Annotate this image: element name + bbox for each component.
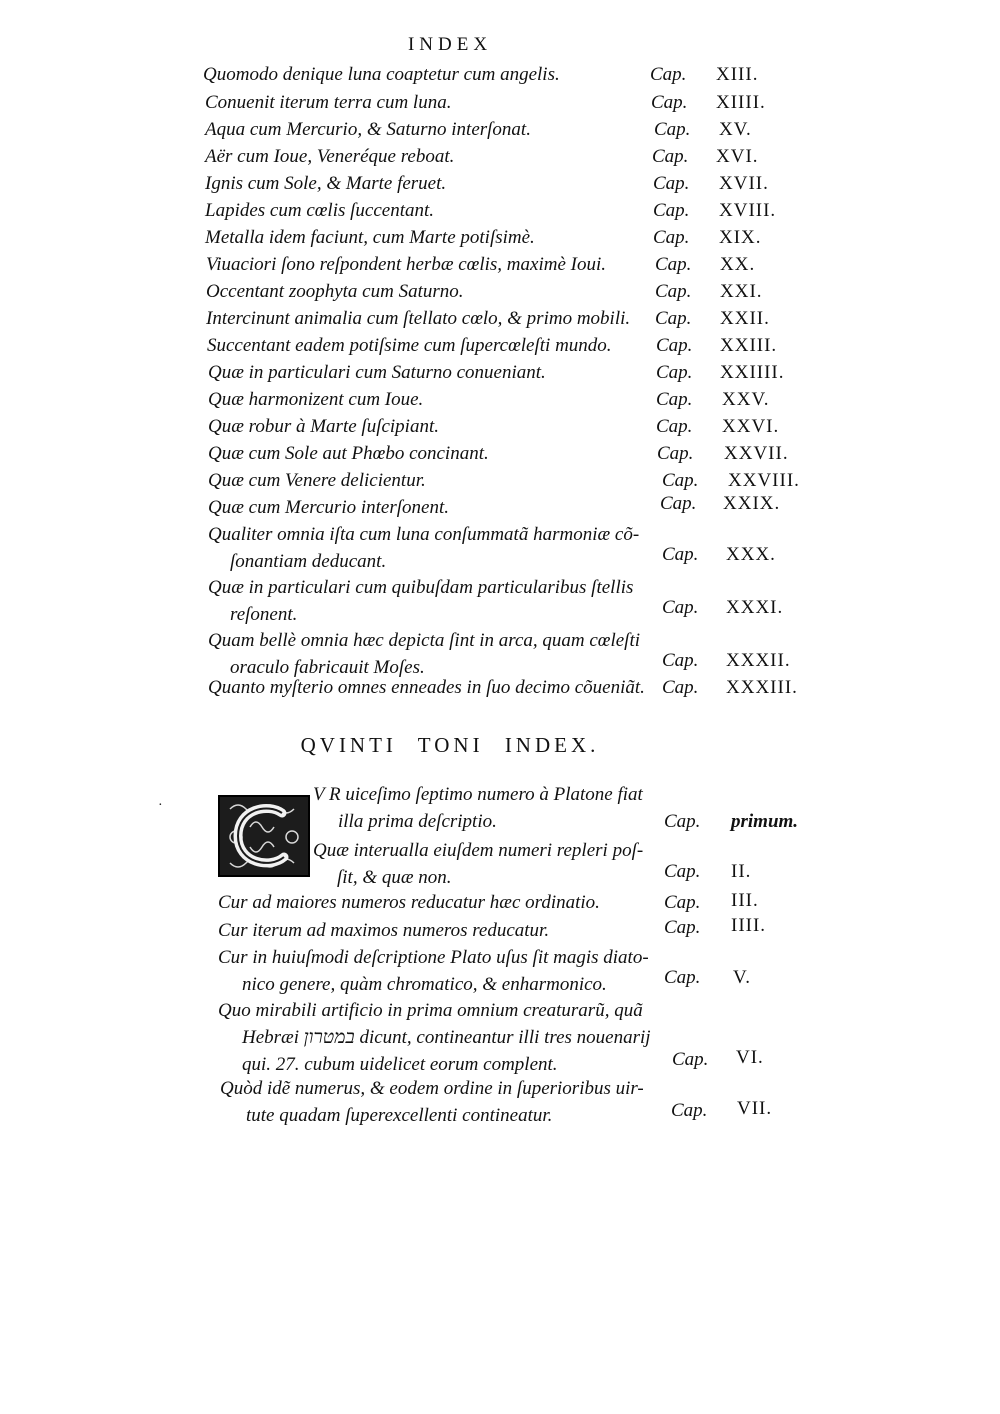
entry-text: Quòd idẽ numerus, & eodem ordine in ſuperioribus uir-	[220, 1078, 644, 1099]
entry-text-continued: reſonent.	[230, 604, 298, 625]
entry-cap: Cap.	[664, 967, 701, 988]
entry-chapter-number: XX.	[720, 254, 756, 275]
entry-text: Quæ robur à Marte ſuſcipiant.	[208, 416, 439, 437]
entry-text: Quæ harmonizent cum Ioue.	[208, 389, 424, 410]
entry-cap: Cap.	[664, 892, 701, 913]
entry-chapter-number: XVI.	[716, 146, 759, 167]
entry-cap: Cap.	[662, 677, 699, 698]
entry-chapter-number: VII.	[737, 1098, 773, 1119]
decorated-initial-c-graphic	[220, 797, 308, 875]
entry-cap: Cap.	[653, 227, 690, 248]
entry-text: Quanto myſterio omnes enneades in ſuo decimo cõueniãt.	[208, 677, 645, 698]
entry-chapter-number: XXII.	[720, 308, 770, 329]
entry-cap: Cap.	[656, 362, 693, 383]
entry-chapter-number: XV.	[719, 119, 752, 140]
section-title: QVINTI TONI INDEX.	[300, 733, 600, 757]
entry-cap: Cap.	[652, 146, 689, 167]
entry-cap: Cap.	[662, 470, 699, 491]
entry-cap: Cap.	[651, 92, 688, 113]
entry-cap: Cap.	[655, 254, 692, 275]
entry-text: Aqua cum Mercurio, & Saturno interſonat.	[205, 119, 531, 140]
entry-chapter-number: XVII.	[719, 173, 769, 194]
entry-cap: Cap.	[653, 173, 690, 194]
entry-text-continued: ſonantiam deducant.	[230, 551, 387, 572]
entry-cap: Cap.	[656, 416, 693, 437]
entry-text: Quæ in particulari cum Saturno conueniant.	[208, 362, 546, 383]
entry-chapter-number: XXIX.	[723, 493, 781, 514]
entry-text: Conuenit iterum terra cum luna.	[205, 92, 452, 113]
entry-text: Cur iterum ad maximos numeros reducatur.	[218, 920, 550, 941]
entry-text-continued: tute quadam ſuperexcellenti contineatur.	[246, 1105, 553, 1126]
entry-text: Quæ cum Mercurio interſonent.	[208, 497, 449, 518]
entry-cap: Cap.	[655, 281, 692, 302]
entry-chapter-number: XXXII.	[726, 650, 791, 671]
entry-chapter-number: XXVII.	[724, 443, 789, 464]
entry-chapter-number: XXIII.	[720, 335, 778, 356]
entry-chapter-number: II.	[731, 861, 752, 882]
entry-chapter-number: XIIII.	[716, 92, 766, 113]
entry-chapter-number: XIII.	[716, 64, 759, 85]
entry-text: Quam bellè omnia hæc depicta ſint in arca, quam cœleſti	[208, 630, 641, 651]
entry-cap: Cap.	[672, 1049, 709, 1070]
entry-cap: Cap.	[656, 335, 693, 356]
entry-chapter-number: III.	[731, 890, 759, 911]
entry-text-continued: qui. 27. cubum uidelicet eorum complent.	[242, 1054, 558, 1075]
entry-cap: Cap.	[657, 443, 694, 464]
entry-chapter-number: XIX.	[719, 227, 762, 248]
entry-chapter-number: XXXIII.	[726, 677, 798, 698]
entry-text-continued: oraculo fabricauit Moſes.	[230, 657, 425, 678]
entry-chapter-number: primum.	[731, 811, 799, 832]
entry-chapter-number: XXI.	[720, 281, 763, 302]
entry-text: Quæ cum Sole aut Phœbo concinant.	[208, 443, 489, 464]
entry-chapter-number: V.	[733, 967, 752, 988]
entry-text-continued: ſit, & quæ non.	[337, 867, 452, 888]
entry-cap: Cap.	[662, 544, 699, 565]
entry-chapter-number: VI.	[736, 1047, 764, 1068]
entry-cap: Cap.	[662, 650, 699, 671]
entry-text: Intercinunt animalia cum ſtellato cœlo, & primo mobili.	[206, 308, 631, 329]
entry-cap: Cap.	[671, 1100, 708, 1121]
entry-cap: Cap.	[664, 811, 701, 832]
entry-text: Occentant zoophyta cum Saturno.	[206, 281, 464, 302]
entry-cap: Cap.	[664, 917, 701, 938]
entry-text: Cur in huiuſmodi deſcriptione Plato uſus ſit magis diato-	[218, 947, 649, 968]
entry-text: Cur ad maiores numeros reducatur hæc ordinatio.	[218, 892, 600, 913]
entry-text: Quæ in particulari cum quibuſdam particularibus ſtellis	[208, 577, 634, 598]
entry-text: V R uiceſimo ſeptimo numero à Platone fiat	[313, 784, 643, 805]
entry-chapter-number: XXVIII.	[728, 470, 800, 491]
stray-mark: ·	[158, 798, 163, 813]
entry-chapter-number: XVIII.	[719, 200, 777, 221]
entry-chapter-number: XXVI.	[722, 416, 780, 437]
entry-text: Metalla idem faciunt, cum Marte potiſsimè.	[205, 227, 535, 248]
entry-cap: Cap.	[664, 861, 701, 882]
entry-cap: Cap.	[660, 493, 697, 514]
entry-text-continued: nico genere, quàm chromatico, & enharmonico.	[242, 974, 607, 995]
entry-chapter-number: XXIIII.	[720, 362, 785, 383]
entry-text: Quæ cum Venere delicientur.	[208, 470, 426, 491]
entry-text: Aër cum Ioue, Veneréque reboat.	[205, 146, 455, 167]
entry-chapter-number: XXX.	[726, 544, 776, 565]
entry-text: Lapides cum cœlis ſuccentant.	[205, 200, 435, 221]
entry-chapter-number: XXXI.	[726, 597, 784, 618]
decorated-initial-c	[218, 795, 310, 877]
entry-cap: Cap.	[650, 64, 687, 85]
entry-text: Ignis cum Sole, & Marte feruet.	[205, 173, 447, 194]
entry-text: Quo mirabili artificio in prima omnium creaturarũ, quã	[218, 1000, 643, 1021]
entry-cap: Cap.	[653, 200, 690, 221]
entry-chapter-number: XXV.	[722, 389, 770, 410]
entry-text: Succentant eadem potiſsime cum ſupercœleſti mundo.	[207, 335, 612, 356]
entry-cap: Cap.	[662, 597, 699, 618]
entry-text: Quomodo denique luna coaptetur cum angelis.	[203, 64, 560, 85]
entry-cap: Cap.	[654, 119, 691, 140]
entry-cap: Cap.	[656, 389, 693, 410]
entry-text: Quæ interualla eiuſdem numeri repleri poſ-	[313, 840, 644, 861]
entry-text: Qualiter omnia iſta cum luna conſummatã harmoniæ cõ-	[208, 524, 640, 545]
entry-cap: Cap.	[655, 308, 692, 329]
entry-text: Viuaciori ſono reſpondent herbæ cœlis, maximè Ioui.	[206, 254, 607, 275]
entry-chapter-number: IIII.	[731, 915, 767, 936]
entry-text-continued: Hebræi במטרון dicunt, contineantur illi tres nouenarij	[242, 1027, 651, 1048]
entry-text-continued: illa prima deſcriptio.	[338, 811, 497, 832]
running-head: INDEX	[407, 34, 493, 55]
